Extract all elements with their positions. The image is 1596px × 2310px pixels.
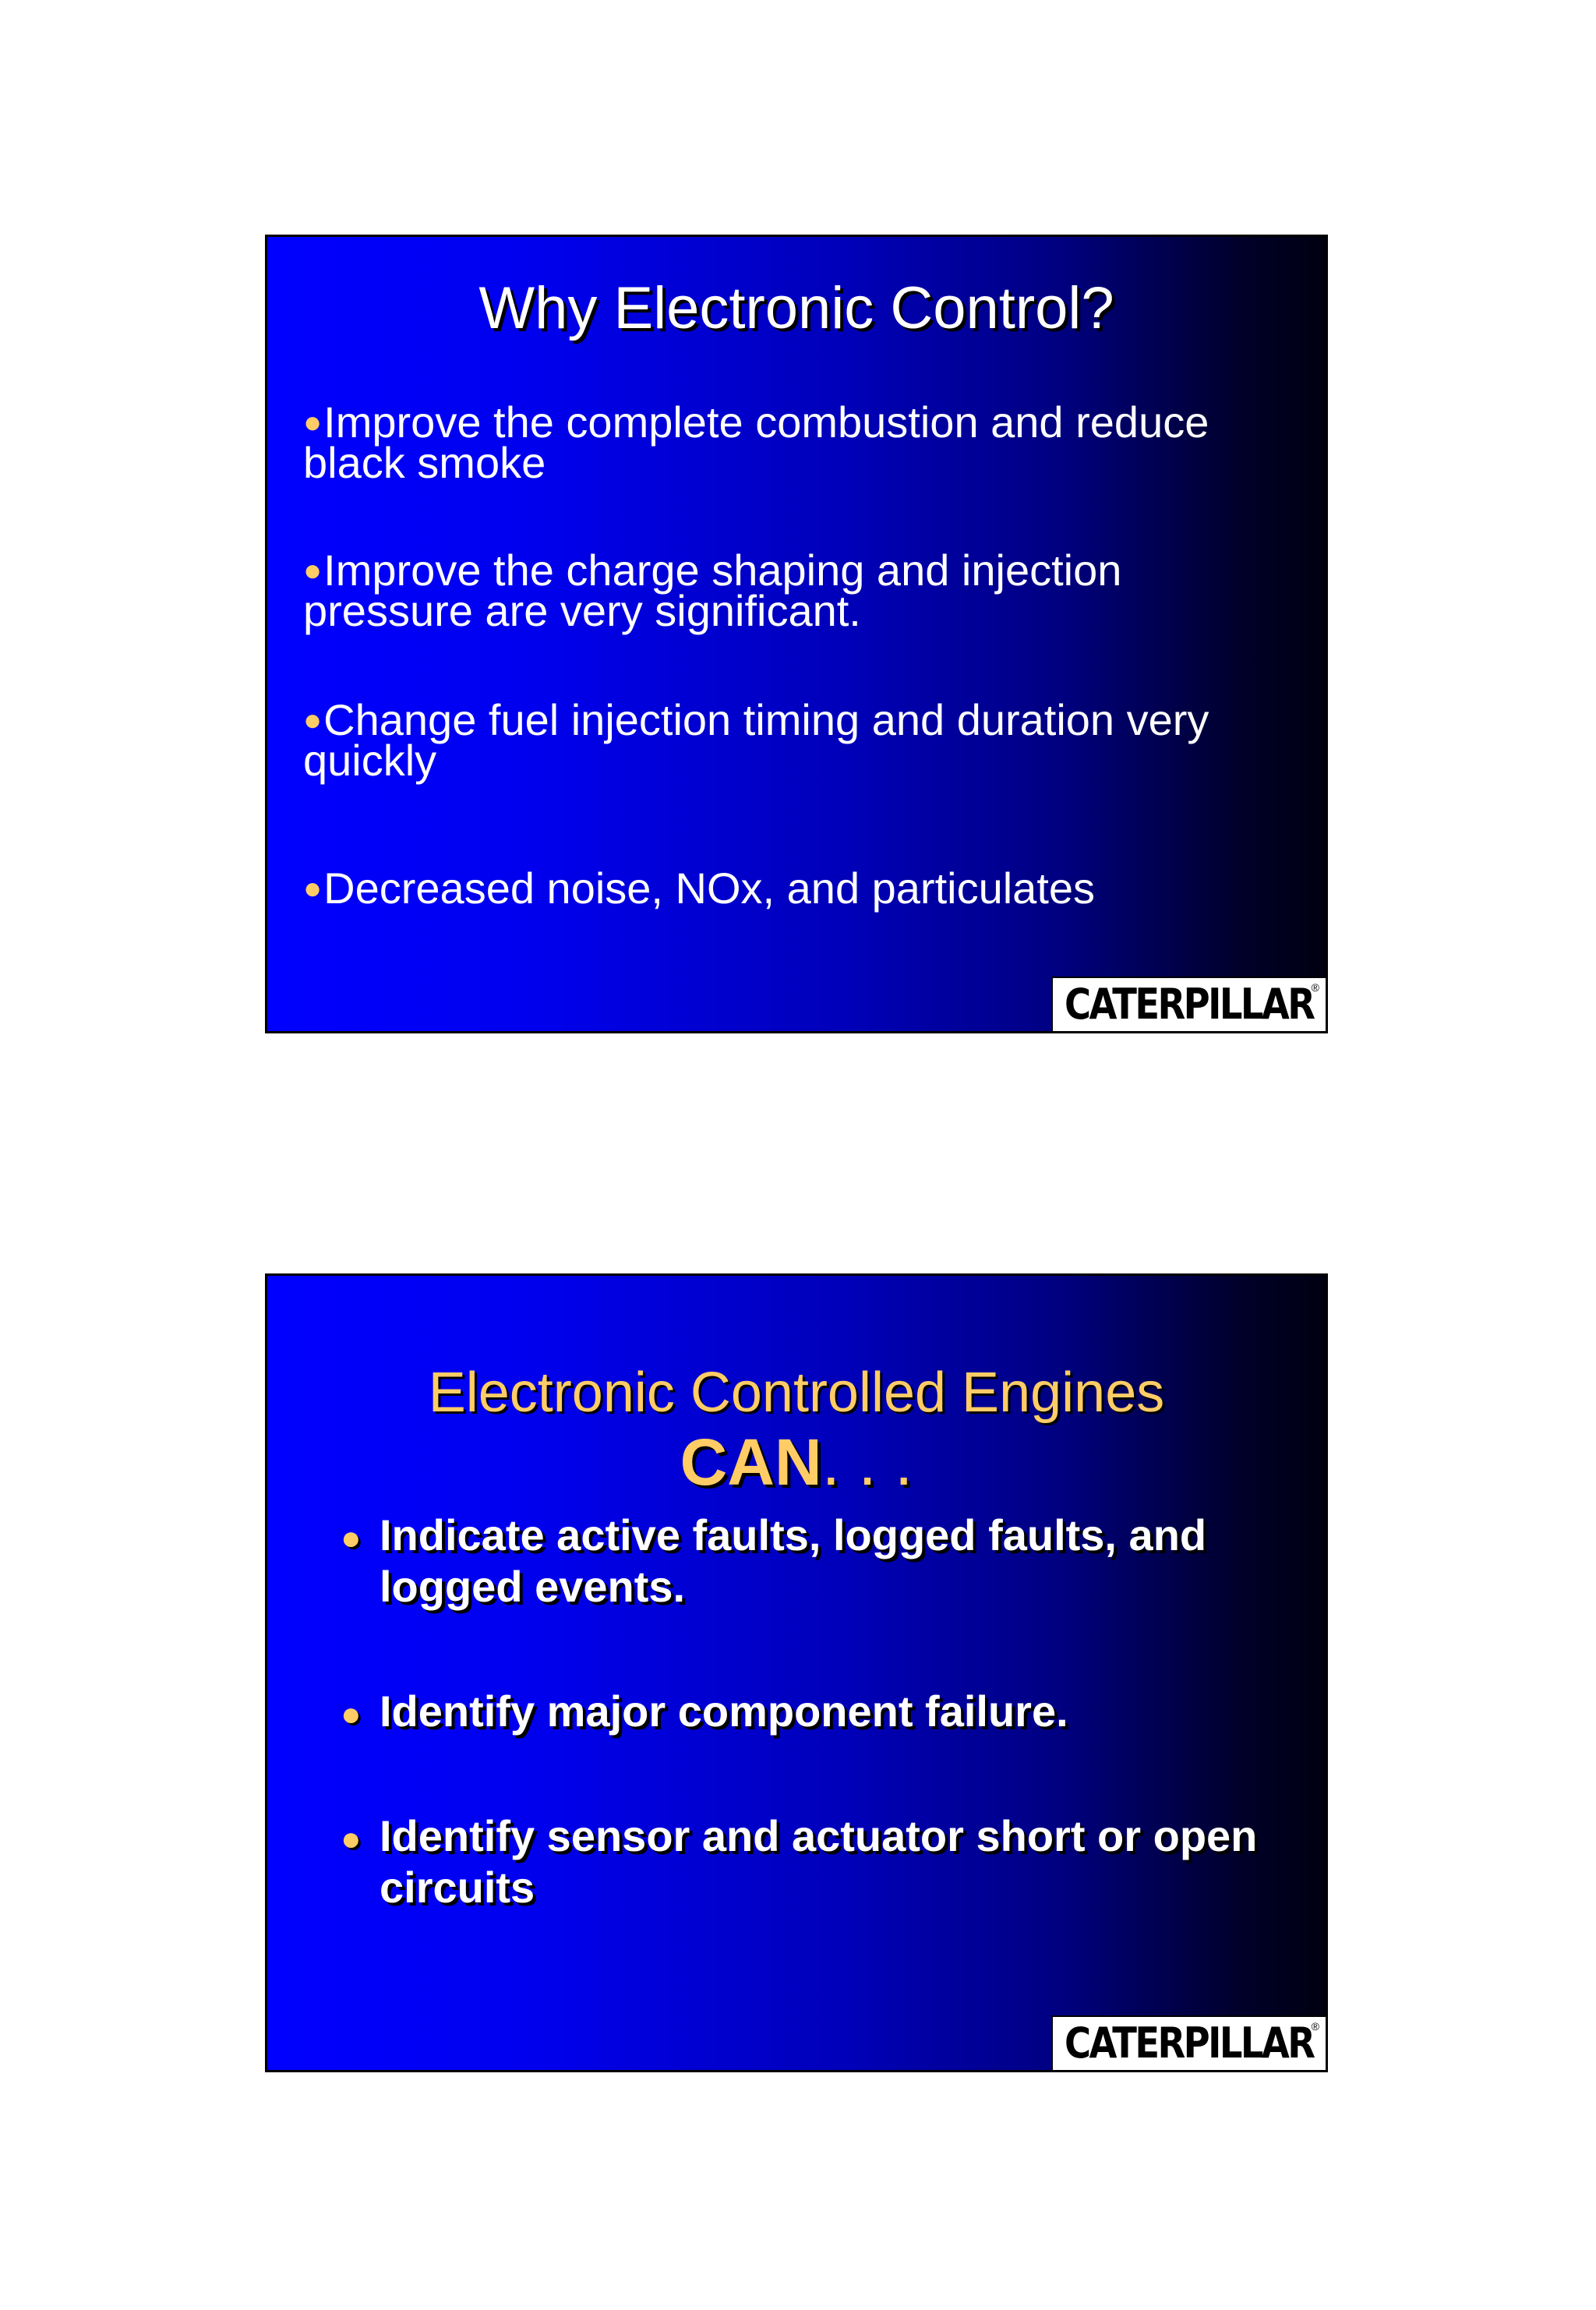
registered-mark: ® <box>1311 981 1319 994</box>
bullet-text: Indicate active faults, logged faults, and logged events. <box>380 1510 1207 1611</box>
bullet-dot-icon: ● <box>303 871 323 906</box>
title-ellipsis: . . . <box>821 1425 913 1499</box>
bullet-dot-icon: ● <box>341 1695 362 1733</box>
bullet-dot-icon: ● <box>303 405 323 440</box>
slide-electronic-controlled-engines <box>265 1273 1328 2072</box>
bullet-text: Identify major component failure. <box>380 1687 1068 1736</box>
bullet-item <box>303 695 1294 785</box>
bullet-text: Identify sensor and actuator short or open circuits <box>380 1811 1258 1912</box>
slide-title: Why Electronic Control? <box>478 275 1114 341</box>
bullet-item <box>341 1810 1279 1913</box>
bullet-text: Decreased noise, NOx, and particulates <box>323 864 1096 913</box>
bullet-item <box>303 546 1294 635</box>
bullet-text: Improve the complete combustion and reduce black smoke <box>303 397 1209 487</box>
slide-title: Electronic Controlled Engines <box>428 1362 1165 1424</box>
bullet-dot-icon: ● <box>341 1519 362 1557</box>
title-emphasis: CAN <box>680 1425 822 1499</box>
bullet-item <box>341 1510 1279 1612</box>
registered-mark: ® <box>1311 2020 1319 2033</box>
bullet-item <box>303 864 1294 913</box>
bullet-text: Change fuel injection timing and duration very quickly <box>303 695 1209 785</box>
bullet-dot-icon: ● <box>303 703 323 737</box>
slide-why-electronic-control <box>265 235 1328 1033</box>
bullet-text: Improve the charge shaping and injection pressure are very significant. <box>303 546 1122 635</box>
caterpillar-logo <box>1051 2015 1326 2070</box>
logo-text: CATERPILLAR <box>1065 980 1314 1029</box>
caterpillar-logo <box>1051 977 1326 1031</box>
logo-text: CATERPILLAR <box>1065 2019 1314 2068</box>
bullet-item <box>303 397 1294 487</box>
slide-subtitle <box>267 1424 1326 1500</box>
bullet-dot-icon: ● <box>303 553 323 588</box>
bullet-item <box>341 1686 1279 1737</box>
bullet-dot-icon: ● <box>341 1820 362 1858</box>
